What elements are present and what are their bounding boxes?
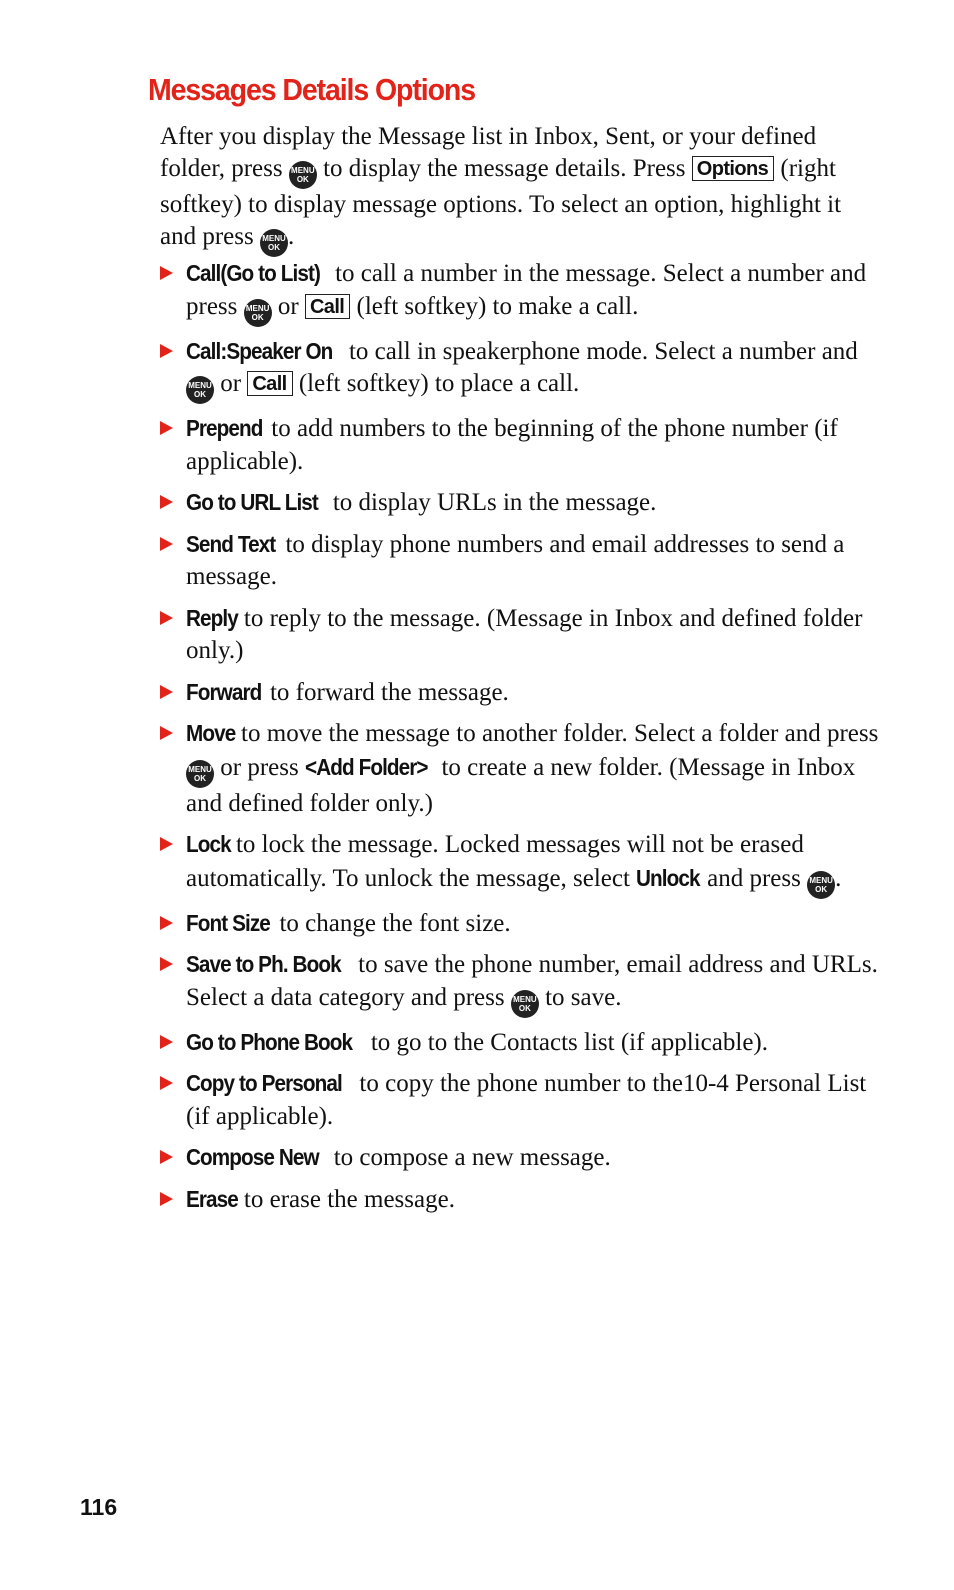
list-item [160,486,880,520]
intro-text: to display the message details. Press [323,155,686,182]
bullet-arrow-icon [160,957,173,971]
menu-ok-key-icon: MENU OK [260,229,288,257]
bullet-arrow-icon [160,685,173,699]
menu-ok-key-icon: MENU OK [186,760,214,788]
option-description: to lock the message. Locked messages will not be erased automatically. To unlock the message, select [186,831,804,892]
option-keyword: Go to URL List [186,489,318,515]
list-item [160,1183,880,1217]
bullet-arrow-icon [160,611,173,625]
intro-text: . [287,223,295,250]
option-description: and press [707,864,801,892]
add-folder-keyword: <Add Folder> [304,753,428,780]
option-keyword: Forward [186,678,262,705]
option-description: to move the message to another folder. Select a folder and press [241,720,879,747]
intro-text: After you display the Message list in Inbox, Sent, or your defined folder, press [160,123,817,182]
option-keyword: Go to Phone Book [186,1028,353,1055]
list-item [160,1026,880,1060]
option-description: or [277,292,299,320]
menu-ok-key-icon: MENU OK [186,376,214,404]
option-keyword: Move [186,720,236,746]
option-keyword: Save to Ph. Book [186,951,341,977]
bullet-arrow-icon [160,726,173,740]
option-description: or press [220,753,299,781]
option-description: to display URLs in the message. [332,489,657,516]
option-description: or [220,370,242,397]
option-description: to go to the Contacts list (if applicable). [370,1028,768,1056]
bullet-arrow-icon [160,344,173,358]
option-description: to save. [545,983,622,1011]
call-softkey-label: Call [305,294,350,319]
list-item [160,828,880,899]
bullet-arrow-icon [160,1076,173,1090]
option-keyword: Lock [186,831,231,857]
list-item [160,907,880,941]
list-item [160,412,880,478]
options-list [160,257,880,1224]
option-description: to display phone numbers and email addresses to send a message. [186,530,845,590]
menu-ok-key-icon: MENU OK [244,299,272,327]
menu-ok-key-icon: MENU OK [511,990,539,1018]
intro-paragraph [160,121,880,257]
list-item [160,676,880,710]
option-description: . [835,864,842,892]
bullet-arrow-icon [160,837,173,851]
bullet-arrow-icon [160,1192,173,1206]
intro-text: (right softkey) to display message options. To select an option, highlight it and press [160,155,842,250]
unlock-keyword: Unlock [636,864,700,891]
option-description: to call a number in the message. Select a number and press [186,260,867,320]
menu-ok-key-icon: MENU OK [289,161,317,189]
option-description: to forward the message. [269,678,509,706]
list-item [160,257,880,327]
option-description: to erase the message. [243,1185,455,1213]
list-item [160,1067,880,1133]
bullet-arrow-icon [160,916,173,930]
option-description: to save the phone number, email address and URLs. Select a data category and press [186,951,878,1011]
options-softkey-label: Options [692,156,774,181]
option-keyword: Call(Go to List) [186,260,320,286]
option-keyword: Erase [186,1185,238,1212]
option-description: to call in speakerphone mode. Select a number and [348,337,858,365]
list-item [160,948,880,1018]
list-item [160,528,880,594]
bullet-arrow-icon [160,537,173,551]
option-description: to compose a new message. [333,1144,611,1171]
option-keyword: Reply [186,604,238,631]
option-description: to change the font size. [279,909,511,937]
option-description: to add numbers to the beginning of the phone number (if applicable). [186,415,838,475]
page-title: Messages Details Options [148,72,475,107]
option-description: to reply to the message. (Message in Inbox and defined folder only.) [186,604,863,664]
option-description: to create a new folder. (Message in Inbox and defined folder only.) [186,753,856,817]
page-number: 116 [80,1494,118,1520]
option-keyword: Copy to Personal [186,1070,342,1096]
list-item [160,602,880,668]
option-description: to copy the phone number to the10-4 Personal List (if applicable). [186,1070,867,1130]
menu-ok-key-icon: MENU OK [807,871,835,899]
bullet-arrow-icon [160,1035,173,1049]
list-item [160,717,880,820]
call-softkey-label: Call [247,371,292,396]
option-keyword: Compose New [186,1144,319,1170]
option-keyword: Prepend [186,415,263,441]
option-keyword: Call:Speaker On [186,337,333,364]
option-description: (left softkey) to make a call. [356,292,639,320]
bullet-arrow-icon [160,495,173,509]
bullet-arrow-icon [160,266,173,280]
option-description: (left softkey) to place a call. [298,370,580,397]
bullet-arrow-icon [160,421,173,435]
option-keyword: Send Text [186,530,276,557]
option-keyword: Font Size [186,909,270,936]
list-item [160,335,880,405]
list-item [160,1141,880,1175]
bullet-arrow-icon [160,1150,173,1164]
